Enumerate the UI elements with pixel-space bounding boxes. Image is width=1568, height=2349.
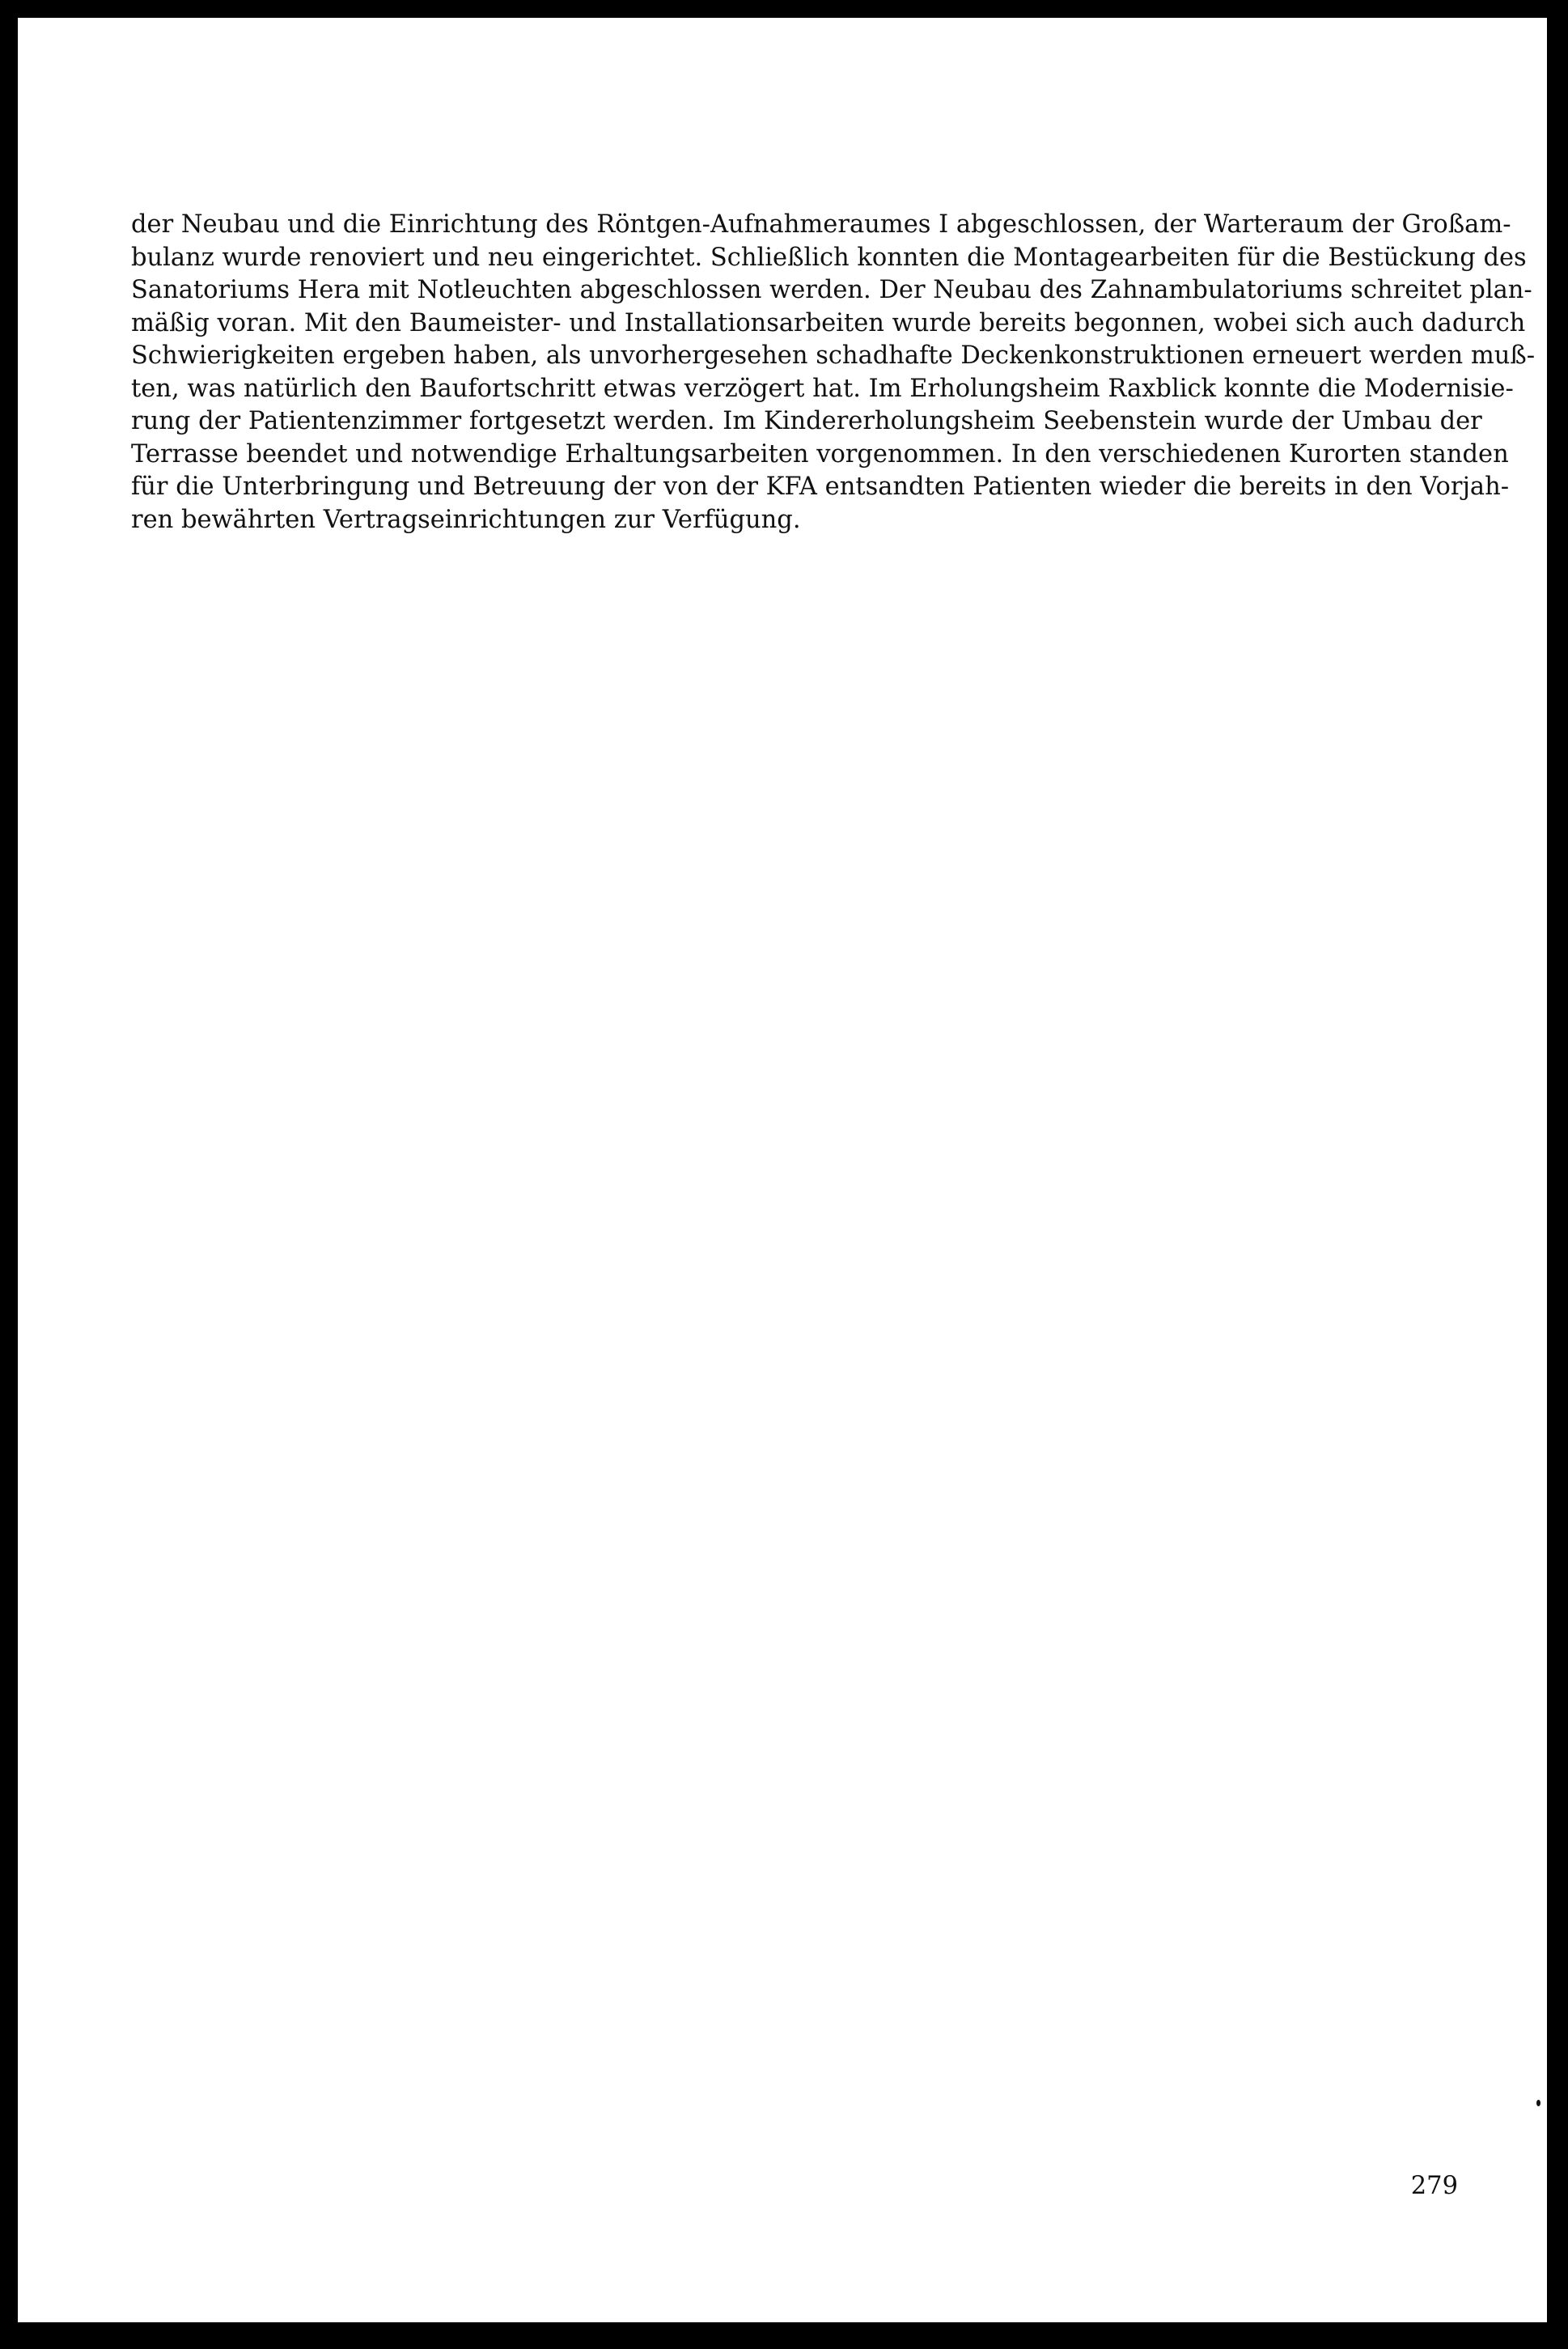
paragraph-line-2: bulanz wurde renoviert und neu eingerichtet. Schließlich konnten die Montagearbeiten für die Bestückung des [131,243,1527,272]
paragraph-line-6: ten, was natürlich den Baufortschritt etwas verzögert hat. Im Erholungsheim Raxblick konnte die Modernisie- [131,374,1514,403]
paragraph-line-8: Terrasse beendet und notwendige Erhaltungsarbeiten vorgenommen. In den verschiedenen Kurorten standen [131,439,1509,469]
paragraph-line-4: mäßig voran. Mit den Baumeister- und Installationsarbeiten wurde bereits begonnen, wobei sich auch dadurch [131,308,1526,337]
scan-speck [1536,2100,1540,2106]
paragraph-line-10: ren bewährten Vertragseinrichtungen zur Verfügung. [131,505,801,534]
paragraph-line-9: für die Unterbringung und Betreuung der von der KFA entsandten Patienten wieder die bereits in den Vorjah- [131,473,1510,501]
page-number: 279 [1410,2172,1458,2200]
paragraph-line-3: Sanatoriums Hera mit Notleuchten abgeschlossen werden. Der Neubau des Zahnambulatoriums schreitet plan- [131,276,1532,304]
paragraph-line-7: rung der Patientenzimmer fortgesetzt werden. Im Kindererholungsheim Seebenstein wurde der Umbau der [131,407,1482,435]
body-paragraph [131,209,1536,536]
paragraph-line-1: der Neubau und die Einrichtung des Röntgen-Aufnahmeraumes I abgeschlossen, der Warteraum der Großam- [131,210,1511,239]
paragraph-line-5: Schwierigkeiten ergeben haben, als unvorhergesehen schadhafte Deckenkonstruktionen erneuert werden muß- [131,341,1536,370]
document-page [18,18,1547,2322]
